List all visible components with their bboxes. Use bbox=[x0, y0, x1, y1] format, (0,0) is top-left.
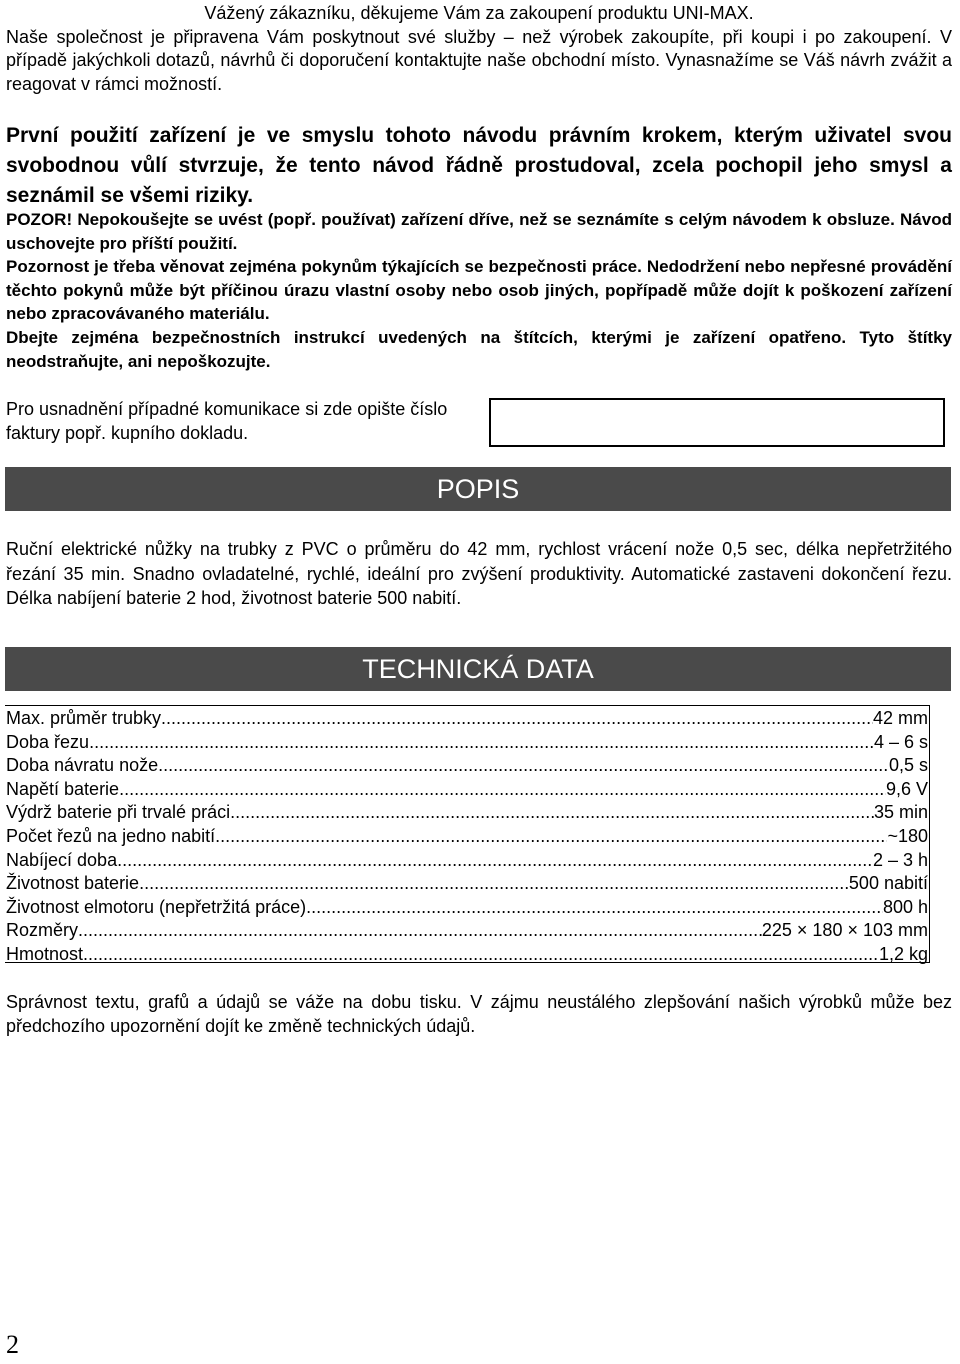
intro-paragraph bbox=[6, 2, 952, 96]
spec-row bbox=[6, 778, 928, 802]
spec-row bbox=[6, 849, 928, 873]
spec-value: 225 × 180 × 103 mm bbox=[761, 920, 928, 941]
warning-paragraph: POZOR! Nepokoušejte se uvést (popř. používat) zařízení dříve, než se seznámíte s celým návodem k obsluze. Návod uschovejte pro příští použití. bbox=[6, 210, 952, 253]
first-use-notice: První použití zařízení je ve smyslu tohoto návodu právním krokem, kterým uživatel svou svobodnou vůlí stvrzuje, že tento návod řádně prostudoval, zcela pochopil jeho smysl a seznámil se všemi riziky. bbox=[6, 124, 952, 207]
page-number: 2 bbox=[6, 1330, 19, 1359]
spec-row bbox=[6, 896, 928, 920]
spec-leader-dots bbox=[83, 943, 879, 967]
section-heading-tech-data: TECHNICKÁ DATA bbox=[5, 647, 951, 691]
spec-row bbox=[6, 919, 928, 943]
intro-greeting: Vážený zákazníku, děkujeme Vám za zakoupení produktu UNI-MAX. bbox=[204, 3, 754, 23]
spec-value: 2 – 3 h bbox=[872, 849, 928, 870]
warning-paragraph: Pozornost je třeba věnovat zejména pokynům týkajících se bezpečnosti práce. Nedodržení nebo nepřesné provádění těchto pokynů může být příčinou úrazu vlastní osoby nebo osob jiných, popřípadě může dojít k poškození zařízení nebo zpracovávaného materiálu. bbox=[6, 257, 952, 324]
spec-row bbox=[6, 801, 928, 825]
product-description: Ruční elektrické nůžky na trubky z PVC o průměru do 42 mm, rychlost vrácení nože 0,5 sec, délka nepřetržitého řezání 35 min. Snadno ovladatelné, rychlé, ideální pro zvýšení produktivity. Automatické zastaveni dokončení řezu. Délka nabíjení baterie 2 hod, životnost baterie 500 nabití. bbox=[6, 539, 952, 608]
spec-row bbox=[6, 754, 928, 778]
spec-value: 42 mm bbox=[872, 708, 928, 728]
spec-label: Napětí baterie bbox=[6, 778, 120, 799]
spec-leader-dots bbox=[230, 801, 874, 825]
spec-leader-dots bbox=[158, 754, 889, 778]
spec-row bbox=[6, 943, 928, 967]
spec-label: Nabíjecí doba bbox=[6, 849, 118, 870]
spec-leader-dots bbox=[215, 825, 887, 849]
spec-row bbox=[6, 731, 928, 755]
spec-row bbox=[6, 872, 928, 896]
spec-value: 500 nabití bbox=[848, 873, 928, 894]
tech-data-table bbox=[5, 705, 930, 963]
spec-leader-dots bbox=[306, 896, 883, 920]
spec-label: Výdrž baterie při trvalé práci bbox=[6, 802, 231, 823]
spec-label: Životnost elmotoru (nepřetržitá práce) bbox=[6, 896, 307, 917]
spec-leader-dots bbox=[117, 849, 873, 873]
spec-label: Rozměry bbox=[6, 920, 79, 941]
spec-row bbox=[6, 825, 928, 849]
section-heading-popis: POPIS bbox=[5, 467, 951, 511]
spec-label: Počet řezů na jedno nabití bbox=[6, 825, 216, 846]
spec-label: Doba řezu bbox=[6, 731, 90, 752]
spec-value: 1,2 kg bbox=[878, 943, 928, 964]
spec-value: 35 min bbox=[873, 802, 928, 823]
spec-label: Max. průměr trubky bbox=[6, 708, 162, 728]
spec-value: 0,5 s bbox=[888, 755, 928, 776]
spec-leader-dots bbox=[89, 731, 874, 755]
invoice-prompt: Pro usnadnění případné komunikace si zde opište číslo faktury popř. kupního dokladu. bbox=[6, 399, 448, 443]
spec-leader-dots bbox=[161, 707, 873, 731]
spec-value: 800 h bbox=[882, 896, 928, 917]
safety-warnings bbox=[6, 208, 952, 373]
spec-leader-dots bbox=[78, 919, 762, 943]
spec-label: Doba návratu nože bbox=[6, 755, 159, 776]
spec-leader-dots bbox=[139, 872, 849, 896]
spec-leader-dots bbox=[119, 778, 886, 802]
invoice-number-field[interactable] bbox=[489, 398, 945, 447]
spec-value: ~180 bbox=[887, 825, 928, 846]
spec-label: Životnost baterie bbox=[6, 873, 140, 894]
disclaimer: Správnost textu, grafů a údajů se váže na dobu tisku. V zájmu neustálého zlepšování našich výrobků může bez předchozího upozornění dojít ke změně technických údajů. bbox=[6, 992, 952, 1036]
spec-row bbox=[6, 707, 928, 731]
warning-paragraph: Dbejte zejména bezpečnostních instrukcí uvedených na štítcích, kterými je zařízení opatřeno. Tyto štítky neodstraňujte, ani nepoškozujte. bbox=[6, 327, 952, 371]
spec-value: 4 – 6 s bbox=[873, 731, 928, 752]
spec-label: Hmotnost bbox=[6, 943, 84, 964]
intro-text: Naše společnost je připravena Vám poskytnout své služby – než výrobek zakoupíte, při koupi i po zakoupení. V případě jakýchkoli dotazů, návrhů či doporučení kontaktujte naše obchodní místo. Vynasnažíme se Váš návrh zvážit a reagovat v rámci možností. bbox=[6, 26, 952, 94]
spec-value: 9,6 V bbox=[885, 778, 928, 799]
